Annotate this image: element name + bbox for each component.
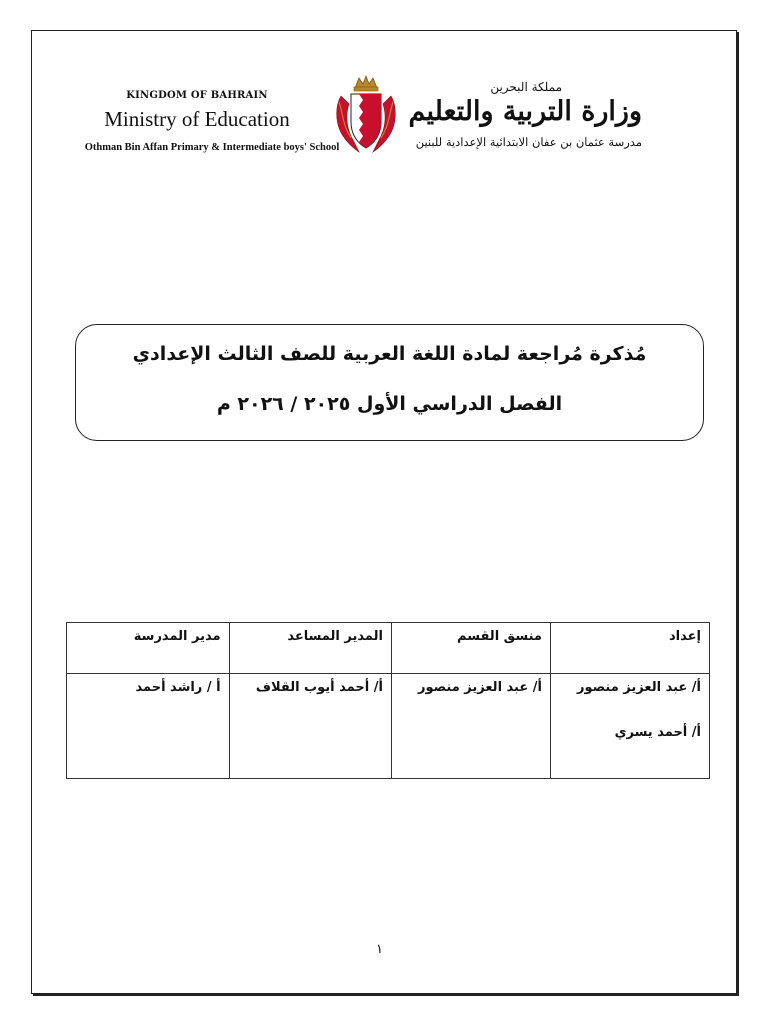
document-title: مُذكرة مُراجعة لمادة اللغة العربية للصف الثالث الإعدادي: [132, 343, 647, 365]
header-english: [62, 90, 362, 153]
ministry-en: Ministry of Education: [104, 107, 290, 131]
principal-cell: أ / راشد أحمد: [67, 674, 230, 779]
staff-header-row: [67, 623, 710, 674]
title-box: [75, 324, 704, 441]
header-assistant-principal: المدير المساعد: [229, 623, 391, 674]
coordinator-cell: أ/ عبد العزيز منصور: [391, 674, 550, 779]
semester-title: الفصل الدراسي الأول ٢٠٢٥ / ٢٠٢٦ م: [216, 393, 563, 415]
prepared-by-cell: [550, 674, 709, 779]
header-arabic: [402, 80, 642, 149]
page-frame: [31, 30, 737, 994]
preparer-name: أ/ عبد العزيز منصور: [576, 680, 701, 695]
page-number: ١: [376, 942, 383, 957]
staff-table: [66, 622, 710, 779]
preparer-name: أ/ أحمد يسري: [614, 725, 701, 740]
ministry-ar: وزارة التربية والتعليم: [408, 96, 642, 127]
header-principal: مدير المدرسة: [67, 623, 230, 674]
school-en: Othman Bin Affan Primary & Intermediate boys' School: [84, 142, 340, 153]
header-coordinator: منسق القسم: [391, 623, 550, 674]
school-ar: مدرسة عثمان بن عفان الابتدائية الإعدادية للبنين: [415, 135, 642, 149]
bahrain-emblem-icon: [333, 74, 399, 158]
kingdom-en: KINGDOM OF BAHRAIN: [126, 90, 268, 101]
header-prepared-by: إعداد: [550, 623, 709, 674]
assistant-principal-cell: أ/ أحمد أيوب القلاف: [229, 674, 391, 779]
kingdom-ar: مملكة البحرين: [490, 80, 562, 94]
staff-names-row: [67, 674, 710, 779]
